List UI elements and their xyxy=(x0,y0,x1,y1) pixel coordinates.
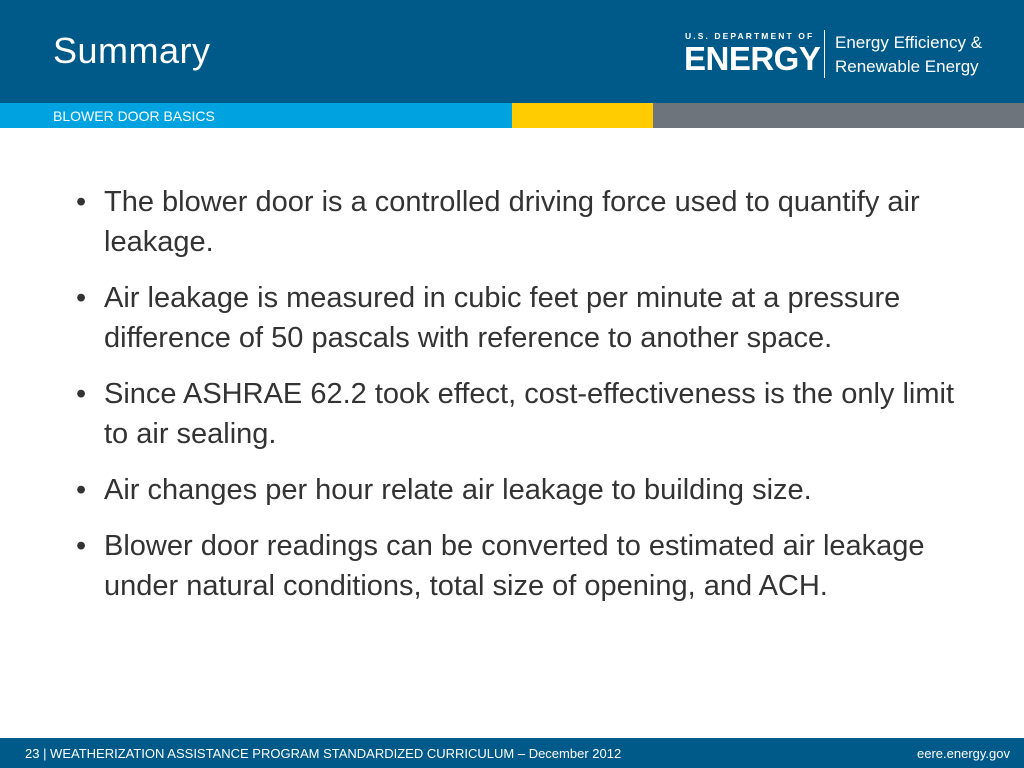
doe-eere-logo xyxy=(684,29,1004,79)
bullet-glyph: • xyxy=(76,474,87,506)
section-label: BLOWER DOOR BASICS xyxy=(53,108,215,124)
bullet-item xyxy=(76,278,976,358)
bullet-glyph: • xyxy=(76,530,87,562)
bullet-item xyxy=(76,182,976,262)
footer-website-link[interactable]: eere.energy.gov xyxy=(917,746,1010,761)
bullet-text: Blower door readings can be converted to estimated air leakage under natural conditions, total size of opening, and ACH. xyxy=(104,530,925,602)
bullet-text: Air changes per hour relate air leakage to building size. xyxy=(104,474,812,506)
logo-energy-text: ENERGY xyxy=(684,40,821,77)
bullet-item xyxy=(76,374,976,454)
bullet-item xyxy=(76,470,976,510)
bullet-text: The blower door is a controlled driving force used to quantify air leakage. xyxy=(104,186,920,258)
footer-curriculum-text: 23 | WEATHERIZATION ASSISTANCE PROGRAM STANDARDIZED CURRICULUM – December 2012 xyxy=(25,746,622,761)
logo-office-line2: Renewable Energy xyxy=(835,57,979,76)
bullet-text: Since ASHRAE 62.2 took effect, cost-effectiveness is the only limit to air sealing. xyxy=(104,378,955,450)
bullet-item xyxy=(76,526,976,606)
slide-header xyxy=(0,0,1024,103)
bullet-glyph: • xyxy=(76,378,87,410)
logo-dept-text: U.S. DEPARTMENT OF xyxy=(685,31,815,41)
logo-divider xyxy=(824,30,825,78)
slide-title: Summary xyxy=(53,30,211,71)
bullet-text: Air leakage is measured in cubic feet per minute at a pressure difference of 50 pascals with reference to another space. xyxy=(104,282,901,354)
logo-office-line1: Energy Efficiency & xyxy=(835,33,983,52)
bullet-glyph: • xyxy=(76,282,87,314)
bullet-glyph: • xyxy=(76,186,87,218)
stripe-yellow xyxy=(512,103,653,128)
stripe-gray xyxy=(653,103,1024,128)
bullet-list xyxy=(76,182,976,622)
slide-footer xyxy=(0,738,1024,768)
